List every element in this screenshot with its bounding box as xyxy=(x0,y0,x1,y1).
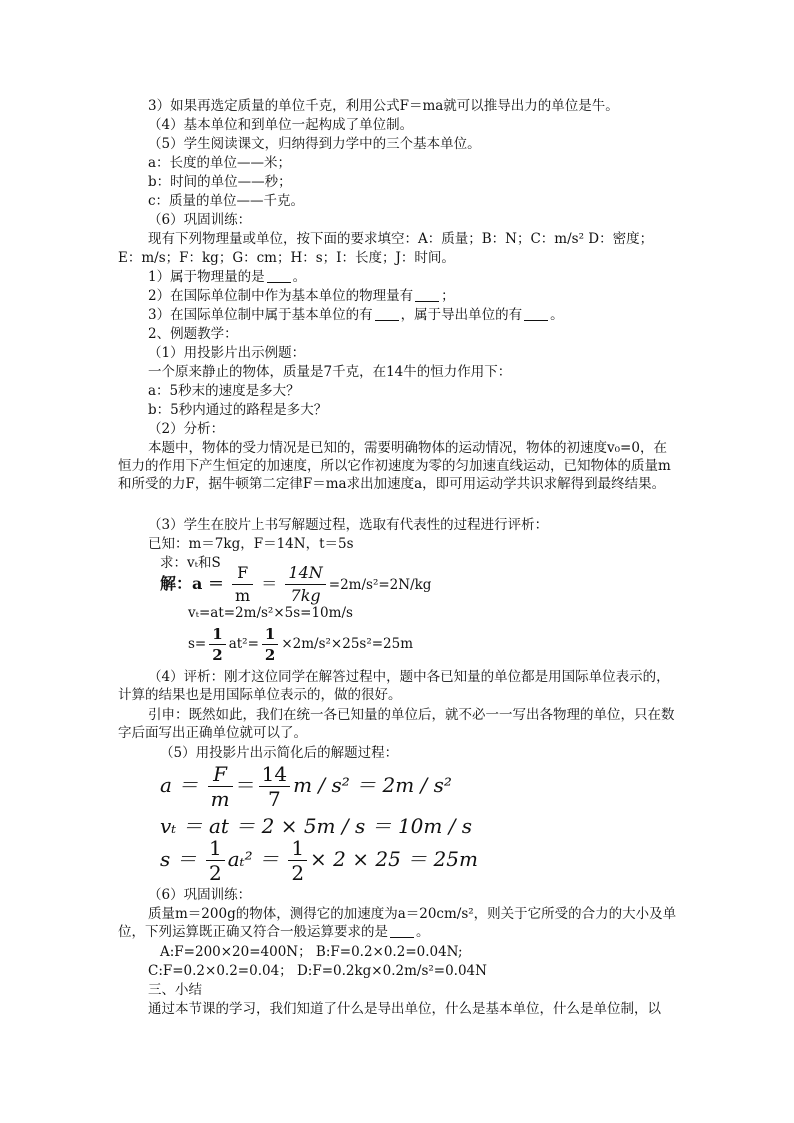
text-line: （1）用投影片出示例题： xyxy=(148,345,306,361)
fraction-denominator: 2 xyxy=(212,646,223,664)
solution-equation-2: vₜ=at=2m/s²×5s=10m/s xyxy=(188,605,353,621)
fill-in-question xyxy=(148,287,455,305)
equation-result: =2m/s²=2N/kg xyxy=(328,577,432,593)
text-line: （5）用投影片出示简化后的解题过程： xyxy=(160,745,399,761)
solution-equation-3 xyxy=(188,624,413,665)
answer-blank xyxy=(524,307,548,321)
analysis-paragraph: 本题中，物体的受力情况是已知的，需要明确物体的运动情况，物体的初速度v₀=0，在恒力的作用下产生恒定的加速度，所以它作初速度为零的匀加速直线运动，已知物体的质量m和所受的力F，据牛顿第二定律F＝ma求出加速度a，即可用运动学共识求解得到最终结果。 xyxy=(118,440,671,492)
simplified-equation-3 xyxy=(160,836,478,885)
fraction-numerator: 14N xyxy=(285,562,325,585)
fraction-numerator: 1 xyxy=(262,624,278,645)
text-line: a：长度的单位——米； xyxy=(148,155,292,171)
fraction xyxy=(232,562,253,607)
fill-in-question xyxy=(148,306,564,324)
given-line: 已知：m＝7kg，F＝14N，t＝5s xyxy=(148,536,354,552)
punctuation: 。 xyxy=(550,307,564,323)
fraction xyxy=(209,624,225,665)
answer-blank xyxy=(267,269,291,283)
fraction-denominator: 2 xyxy=(291,861,305,885)
text-line: c：质量的单位——千克。 xyxy=(148,193,305,209)
text-line: （6）巩固训练： xyxy=(148,887,252,903)
fill-in-question xyxy=(148,268,306,286)
fraction xyxy=(206,836,225,885)
fraction-numerator: 1 xyxy=(206,836,225,861)
question-text: 1）属于物理量的是 xyxy=(148,269,265,285)
fraction-denominator: m xyxy=(210,787,230,811)
text-line: E：m/s；F：kg；G：cm；H：s；I：长度；J：时间。 xyxy=(118,250,455,266)
option-line: C:F=0.2×0.2=0.04； D:F=0.2kg×0.2m/s²=0.04N xyxy=(148,963,487,979)
equation-part: at²= xyxy=(228,636,259,652)
text-line: 通过本节课的学习，我们知道了什么是导出单位，什么是基本单位，什么是单位制，以 xyxy=(148,1001,661,1017)
text-line: （4）基本单位和到单位一起构成了单位制。 xyxy=(148,117,414,133)
question-text: ，属于导出单位的有 xyxy=(400,307,523,323)
fraction xyxy=(262,624,278,665)
fraction-denominator: 7kg xyxy=(290,586,321,605)
equation-prefix: 解：a ＝ xyxy=(160,574,224,593)
answer-blank xyxy=(390,924,414,938)
text-line: b：时间的单位——秒； xyxy=(148,174,292,190)
fraction-denominator: 7 xyxy=(267,787,281,811)
text-line: b：5秒内通过的路程是多大？ xyxy=(148,402,328,418)
answer-blank xyxy=(415,288,439,302)
fraction xyxy=(208,762,233,811)
solution-equation-1: 解：a ＝ $\frac{F}{m}$ ＝ $\frac{14N}{7kg}$ =2m/s²=2N/kg xyxy=(160,563,432,605)
answer-blank xyxy=(375,307,399,321)
equation-part: aₜ² ＝ xyxy=(227,847,279,871)
punctuation: 。 xyxy=(416,924,430,940)
section-heading: 2、例题教学： xyxy=(148,326,238,342)
equation-result: ×2m/s²×25s²=25m xyxy=(281,636,414,652)
fraction-numerator: 1 xyxy=(288,836,307,861)
extension-paragraph: 引申：既然如此，我们在统一各已知量的单位后，就不必一一写出各物理的单位，只在数字后面写出正确单位就可以了。 xyxy=(118,707,675,741)
review-paragraph: （4）评析：刚才这位同学在解答过程中，题中各已知量的单位都是用国际单位表示的，计算的结果也是用国际单位表示的，做的很好。 xyxy=(118,669,670,703)
fraction-denominator: 2 xyxy=(264,646,276,664)
fraction xyxy=(259,762,290,811)
text-line: 3）如果再选定质量的单位千克，利用公式F＝ma就可以推导出力的单位是牛。 xyxy=(148,98,619,114)
exercise-question xyxy=(118,905,678,941)
fraction-denominator: 2 xyxy=(208,861,222,885)
equation-prefix: s ＝ xyxy=(160,847,197,871)
fraction-denominator: m xyxy=(235,586,251,605)
text-line: （5）学生阅读课文，归纳得到力学中的三个基本单位。 xyxy=(148,136,481,152)
text-line: a：5秒末的速度是多大？ xyxy=(148,383,300,399)
fraction-numerator: F xyxy=(208,762,233,787)
text-line: （3）学生在胶片上书写解题过程，选取有代表性的过程进行评析： xyxy=(148,517,549,533)
punctuation: 。 xyxy=(292,269,307,285)
fraction-numerator: 14 xyxy=(259,762,290,787)
equation-result: m / s² ＝ 2m / s² xyxy=(293,773,452,797)
text-line: 一个原来静止的物体，质量是7千克，在14牛的恒力作用下： xyxy=(148,364,512,380)
text-line: （2）分析： xyxy=(148,421,225,437)
equation-prefix: a ＝ xyxy=(160,773,199,797)
fraction-numerator: F xyxy=(232,562,253,585)
fraction-numerator: 1 xyxy=(209,624,225,645)
section-heading: 三、小结 xyxy=(148,982,202,998)
fraction xyxy=(288,836,307,885)
equation-prefix: s= xyxy=(188,636,207,652)
question-text: 3）在国际单位制中属于基本单位的有 xyxy=(148,307,373,323)
find-line: 求：vₜ和S xyxy=(160,555,221,571)
question-text: 质量m＝200g的物体，测得它的加速度为a＝20cm/s²，则关于它所受的合力的大小及单位，下列运算既正确又符合一般运算要求的是 xyxy=(118,906,677,940)
equation-result: × 2 × 25 ＝ 25m xyxy=(310,847,478,871)
simplified-equation-1: a ＝ $\frac{F}{m}$ ＝ $\frac{14}{7}$ m / s² ＝ 2m / s² xyxy=(160,762,452,811)
fraction xyxy=(285,562,325,607)
punctuation: ； xyxy=(441,288,455,304)
text-line: （6）巩固训练： xyxy=(148,212,252,228)
simplified-equation-2: vₜ ＝ at ＝ 2 × 5m / s ＝ 10m / s xyxy=(160,814,473,838)
text-line: 现有下列物理量或单位，按下面的要求填空：A：质量；B：N；C：m/s² D：密度； xyxy=(148,231,654,247)
option-line: A:F=200×20=400N； B:F=0.2×0.2=0.04N; xyxy=(160,944,463,960)
question-text: 2）在国际单位制中作为基本单位的物理量有 xyxy=(148,288,414,304)
